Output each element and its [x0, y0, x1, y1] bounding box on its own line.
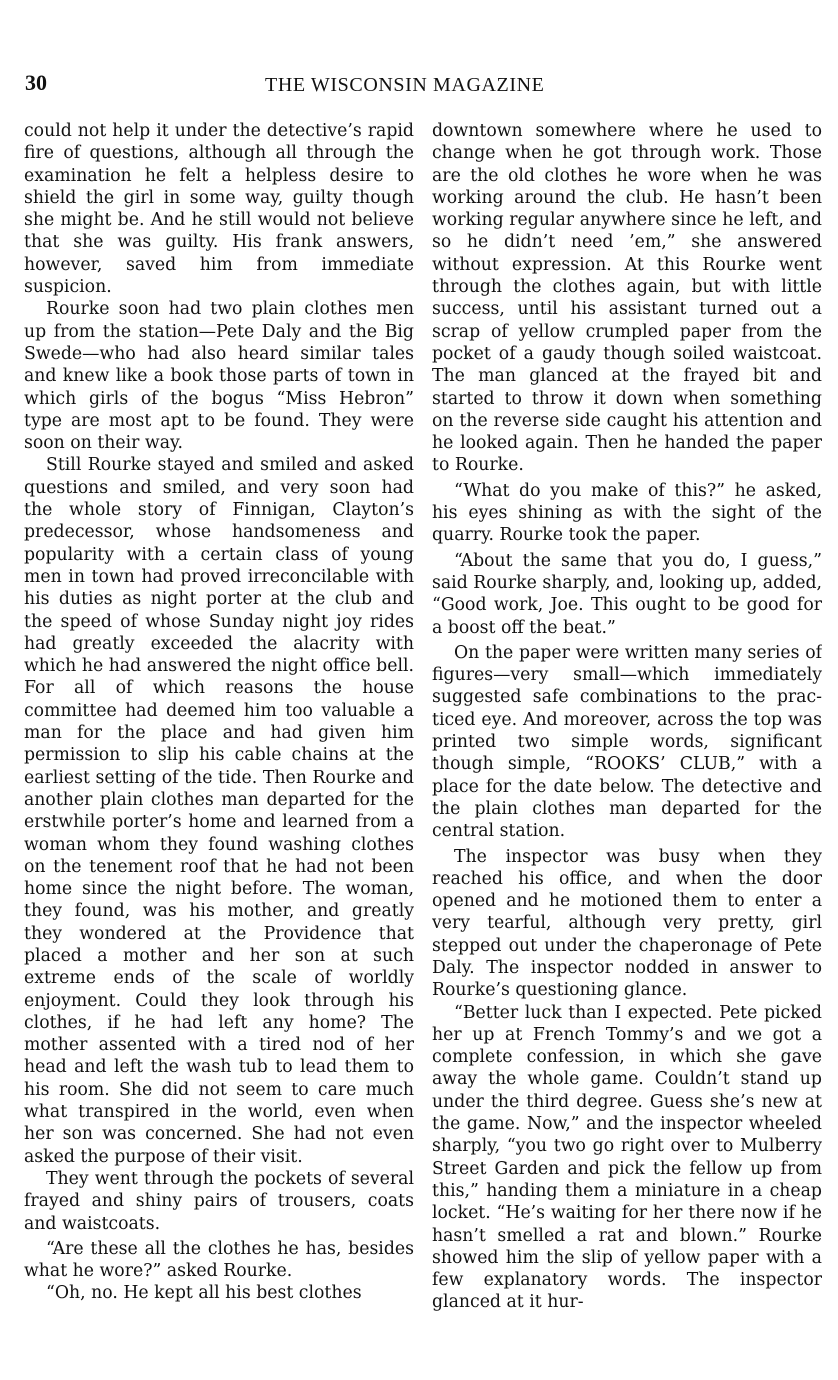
left-column — [24, 120, 414, 1345]
paragraph: “Better luck than I expected. Pete picked her up at French Tommy’s and we got a complete confession, in which she gave away the whole game. Couldn’t stand up under the third degree. Guess she’s new at the game. Now,” and the inspector wheeled sharply, “you two go right over to Mulberry Street Garden and pick the fellow up from this,” handing them a miniature in a cheap locket. “He’s waiting for her there now if he hasn’t smelled a rat and blown.” Rourke showed him the slip of yellow paper with a few explanatory words. The inspector glanced at it hur- — [432, 1002, 822, 1313]
paragraph: On the paper were written many series of figures—very small—which immediately suggested safe combinations to the practiced eye. And moreover, across the top was printed two simple words, significant though simple, “ROOKS’ CLUB,” with a place for the date below. The detective and the plain clothes man departed for the central station. — [432, 642, 822, 842]
paragraph: could not help it under the detective’s rapid fire of questions, although all through the examination he felt a helpless desire to shield the girl in some way, guilty though she might be. And he still would not believe that she was guilty. His frank answers, however, saved him from immediate suspicion. — [24, 121, 414, 298]
journal-title: THE WISCONSIN MAGAZINE — [265, 74, 545, 96]
page-number: 30 — [25, 70, 47, 95]
paragraph: downtown somewhere where he used to change when he got through work. Those are the old clothes he wore when he was working around the club. He hasn’t been working regular anywhere since he left, and so he didn’t need ’em,” she answered without expression. At this Rourke went through the clothes again, but with little success, until his assistant turned out a scrap of yellow crumpled paper from the pocket of a gaudy though soiled waistcoat. The man glanced at the frayed bit and started to throw it down when something on the reverse side caught his attention and he looked again. Then he handed the paper to Rourke. — [432, 121, 822, 476]
right-column — [432, 120, 822, 1345]
paragraph: “Oh, no. He kept all his best clothes — [46, 1283, 362, 1304]
paragraph: Rourke soon had two plain clothes men up from the station—Pete Daly and the Big Swede—who had also heard similar tales and knew like a book those parts of town in which girls of the bogus “Miss Hebron” type are most apt to be found. They were soon on their way. — [24, 299, 414, 454]
running-header — [0, 70, 838, 106]
paragraph: “Are these all the clothes he has, besides what he wore?” asked Rourke. — [24, 1238, 414, 1282]
paragraph: Still Rourke stayed and smiled and asked questions and smiled, and very soon had the whole story of Finnigan, Clayton’s predecessor, whose handsomeness and popularity with a certain class of young men in town had proved irreconcilable with his duties as night porter at the club and the speed of whose Sunday night joy rides had greatly exceeded the alacrity with which he had answered the night office bell. For all of which reasons the house committee had deemed him too valuable a man for the place and had given him permission to slip his cable chains at the earliest setting of the tide. Then Rourke and another plain clothes man departed for the erstwhile porter’s home and learned from a woman whom they found washing clothes on the tenement roof that he had not been home since the night before. The woman, they found, was his mother, and greatly they wondered at the Providence that placed a mother and her son at such extreme ends of the scale of worldly enjoyment. Could they look through his clothes, if he had left any home? The mother assented with a tired nod of her head and left the wash tub to lead them to his room. She did not seem to care much what transpired in the world, even when her son was concerned. She had not even asked the purpose of their visit. — [24, 455, 414, 1167]
paragraph: The inspector was busy when they reached his office, and when the door opened and he motioned them to enter a very tearful, although very pretty, girl stepped out under the chaperonage of Pete Daly. The inspector nodded in answer to Rourke’s questioning glance. — [432, 846, 822, 1001]
paragraph: “About the same that you do, I guess,” said Rourke sharply, and, looking up, added, “Good work, Joe. This ought to be good for a boost off the beat.” — [432, 550, 822, 638]
paragraph: They went through the pockets of several frayed and shiny pairs of trousers, coats and waistcoats. — [24, 1168, 414, 1234]
paragraph: “What do you make of this?” he asked, his eyes shining as with the sight of the quarry. Rourke took the paper. — [432, 480, 822, 546]
